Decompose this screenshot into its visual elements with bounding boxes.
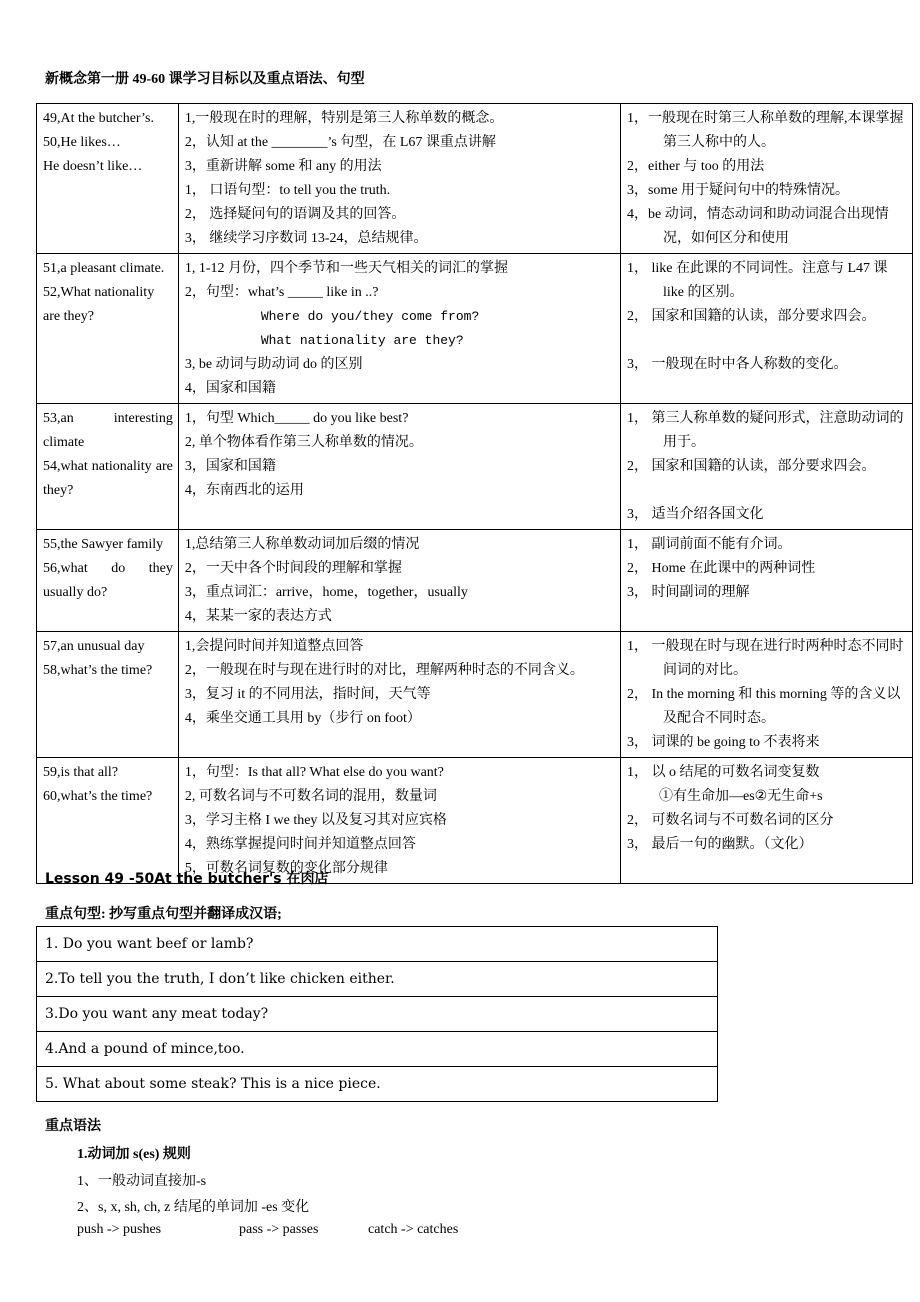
lesson-title-cn: 在肉店 [286,872,329,887]
rule-line: 2、s, x, sh, ch, z 结尾的单词加 -es 变化 [77,1200,310,1215]
goal-line: 3, be 动词与助动词 do 的区别 [184,357,363,372]
goal-line: 4，东南西北的运用 [184,483,304,498]
focus-cell [620,632,912,758]
focus-line: 1，一般现在时第三人称单数的理解,本课掌握第三人称中的人。 [626,111,904,150]
goal-line: 1,会提问时间并知道整点回答 [184,639,364,654]
goal-line: 3，重点词汇：arrive，home，together，usually [184,585,468,600]
table-row [37,104,913,254]
goal-line: 4，熟练掌握提问时间并知道整点回答 [184,837,416,852]
goal-line: 1,一般现在时的理解，特别是第三人称单数的概念。 [184,111,504,126]
lesson-cell [37,104,179,254]
focus-line: 4，be 动词，情态动词和助动词混合出现情况，如何区分和使用 [626,207,889,246]
table-row [37,1067,718,1102]
focus-line: 2， Home 在此课中的两种词性 [626,561,816,576]
goals-cell [178,254,620,404]
focus-line: 3， 时间副词的理解 [626,585,750,600]
sentence-cell: 4.And a pound of mince,too. [37,1032,718,1067]
lesson-line: 57,an unusual day [43,639,145,654]
spacer [627,479,907,503]
sentence-table [36,926,718,1102]
example-item: pass -> passes [239,1222,319,1237]
goal-line: 3，重新讲解 some 和 any 的用法 [184,159,382,174]
goal-line: 1， 口语句型：to tell you the truth. [184,183,391,198]
goal-line: 1,总结第三人称单数动词加后缀的情况 [184,537,420,552]
goal-line: 1，句型：Is that all? What else do you want? [184,765,444,780]
focus-cell [620,254,912,404]
goals-cell [178,530,620,632]
lesson-line: 59,is that all? [43,765,119,780]
goal-line: 5，可数名词复数的变化部分规律 [184,861,388,876]
sentence-cell: 5. What about some steak? This is a nice piece. [37,1067,718,1102]
lesson-plan-table [36,103,913,884]
goal-line: 4，某某一家的表达方式 [184,609,332,624]
table-row [37,927,718,962]
focus-line: 3， 一般现在时中各人称数的变化。 [626,357,848,372]
table-row [37,758,913,884]
goal-line: 3，复习 it 的不同用法，指时间，天气等 [184,687,431,702]
goal-line: 2，句型：what’s _____ like in ..? [184,285,379,300]
goals-cell [178,758,620,884]
example-item: catch -> catches [368,1222,459,1237]
goal-line: 3，学习主格 I we they 以及复习其对应宾格 [184,813,447,828]
focus-line: 1， 副词前面不能有介词。 [626,537,792,552]
goal-line: 2, 单个物体看作第三人称单数的情况。 [184,435,423,450]
sentence-cell: 1. Do you want beef or lamb? [37,927,718,962]
goals-cell [178,404,620,530]
lesson-line: 50,He likes… [43,135,121,150]
focus-line: 1， 第三人称单数的疑问形式，注意助动词的用于。 [626,411,904,450]
goal-line: 1, 1-12 月份，四个季节和一些天气相关的词汇的掌握 [184,261,508,276]
goal-line: 3，国家和国籍 [184,459,276,474]
focus-line: ①有生命加—es②无生命+s [658,789,823,804]
goal-line: 1，句型 Which_____ do you like best? [184,411,409,426]
goal-line: 3， 继续学习序数词 13-24，总结规律。 [184,231,428,246]
lesson-line: 49,At the butcher’s. [43,111,154,126]
lesson-cell [37,404,179,530]
rule-title: 1.动词加 s(es) 规则 [77,1147,191,1162]
focus-line: 2， In the morning 和 this morning 等的含义以及配合不同时态。 [626,687,901,726]
lesson-cell [37,254,179,404]
lesson-cell [37,758,179,884]
key-patterns-label: 重点句型: 抄写重点句型并翻译成汉语; [45,907,282,922]
lesson-title: At the butcher's [154,871,282,887]
lesson-line: 52,What nationality are they? [43,285,155,324]
sentence-cell: 2.To tell you the truth, I don’t like chicken either. [37,962,718,997]
focus-line: 1， 一般现在时与现在进行时两种时态不同时间词的对比。 [626,639,904,678]
goal-line: 2, 可数名词与不可数名词的混用，数量词 [184,789,437,804]
lesson-line: He doesn’t like… [43,159,143,174]
focus-cell [620,758,912,884]
focus-line: 2， 国家和国籍的认读，部分要求四会。 [626,459,876,474]
example-item: push -> pushes [77,1222,162,1237]
lesson-number: Lesson 49 -50 [45,871,155,887]
focus-line: 1， 以 o 结尾的可数名词变复数 [626,765,820,780]
table-row [37,404,913,530]
goals-cell [178,104,620,254]
sentence-cell: 3.Do you want any meat today? [37,997,718,1032]
focus-line: 2，either 与 too 的用法 [626,159,765,174]
focus-line: 2， 可数名词与不可数名词的区分 [626,813,834,828]
goal-line: 2，认知 at the ________’s 句型，在 L67 课重点讲解 [184,135,496,150]
goal-line: 4，国家和国籍 [184,381,276,396]
table-row [37,1032,718,1067]
focus-line: 3， 适当介绍各国文化 [626,507,764,522]
goal-line: Where do you/they come from? [260,309,480,324]
focus-line: 3， 词课的 be going to 不表将来 [626,735,820,750]
lesson-line: 54,what nationality are they? [43,459,173,498]
goal-line: 2，一天中各个时间段的理解和掌握 [184,561,402,576]
lesson-line: 55,the Sawyer family [43,537,164,552]
grammar-title: 重点语法 [45,1119,101,1134]
table-row [37,632,913,758]
table-row [37,997,718,1032]
focus-line: 1， like 在此课的不同词性。注意与 L47 课 like 的区别。 [626,261,888,300]
goals-cell [178,632,620,758]
lesson-line: 60,what’s the time? [43,789,153,804]
table-row [37,962,718,997]
focus-cell [620,104,912,254]
goal-line: 2，一般现在时与现在进行时的对比，理解两种时态的不同含义。 [184,663,584,678]
rule-line: 1、一般动词直接加-s [77,1174,207,1189]
page-title: 新概念第一册 49-60 课学习目标以及重点语法、句型 [45,72,365,87]
lesson-line: 53,an interesting climate [43,411,173,450]
goal-line: 4，乘坐交通工具用 by（步行 on foot） [184,711,421,726]
focus-line: 3，some 用于疑问句中的特殊情况。 [626,183,850,198]
goal-line: What nationality are they? [260,333,464,348]
spacer [627,329,907,353]
lesson-line: 51,a pleasant climate. [43,261,165,276]
lesson-line: 56,what do they usually do? [43,561,173,600]
focus-line: 3， 最后一句的幽默。（文化） [626,837,813,852]
focus-line: 2， 国家和国籍的认读，部分要求四会。 [626,309,876,324]
focus-cell [620,530,912,632]
table-row [37,530,913,632]
lesson-line: 58,what’s the time? [43,663,153,678]
table-row [37,254,913,404]
focus-cell [620,404,912,530]
goal-line: 2， 选择疑问句的语调及其的回答。 [184,207,406,222]
lesson-heading [45,868,328,888]
lesson-cell [37,530,179,632]
lesson-cell [37,632,179,758]
